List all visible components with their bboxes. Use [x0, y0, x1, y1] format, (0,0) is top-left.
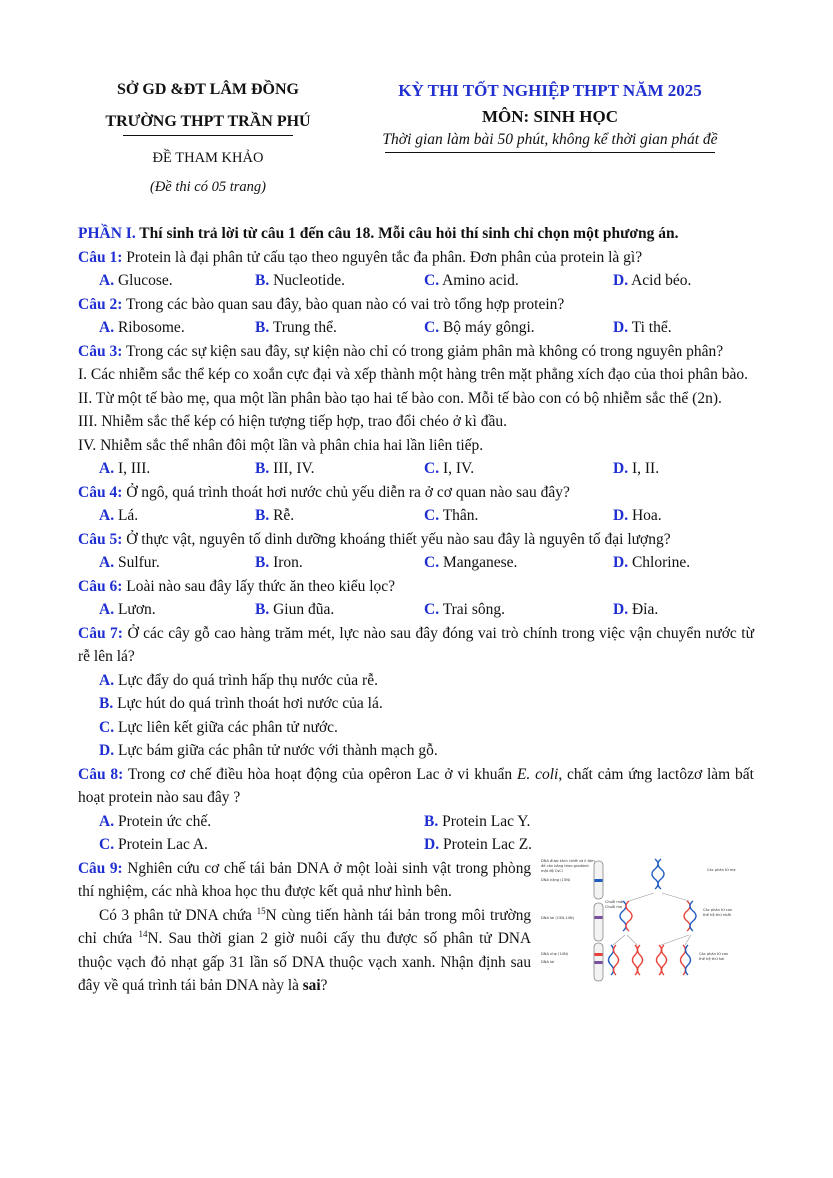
option-d: D. Đỉa.: [613, 601, 659, 618]
question-6: Câu 6: Loài nào sau đây lấy thức ăn theo kiểu lọc?: [78, 577, 396, 595]
option-b: B. Trung thể.: [255, 319, 337, 336]
option-d: D. I, II.: [613, 460, 660, 477]
band-light: [595, 953, 603, 956]
options-q6: [78, 598, 754, 622]
doc-type: ĐỀ THAM KHẢO: [152, 150, 264, 166]
statement-i: I. Các nhiễm sắc thể kép co xoắn cực đại và xếp thành một hàng trên mặt phẳng xích đạo của thoi phân bào.: [78, 366, 748, 383]
option-c: C. Trai sông.: [424, 601, 505, 618]
question-7: Câu 7: Ở các cây gỗ cao hàng trăm mét, lực nào sau đây đóng vai trò chính trong việc vận chuyển nước từ rễ lên lá?: [78, 624, 754, 665]
option-a: A. Protein ức chế.: [99, 812, 212, 830]
fig-label-5: Chuỗi mới: [605, 899, 624, 904]
question-8: Câu 8: Trong cơ chế điều hòa hoạt động của opêron Lac ở vi khuẩn E. coli, chất cảm ứng lactôzơ làm bất hoạt protein nào sau đây ?: [78, 765, 754, 806]
option-b: B. Iron.: [255, 554, 303, 571]
statement-iv: IV. Nhiễm sắc thể nhân đôi một lần và phân chia hai lần liên tiếp.: [78, 436, 484, 454]
dept-name: SỞ GD &ĐT LÂM ĐỒNG: [117, 81, 299, 98]
fig-label-0: DNA được tách chiết và li tâm: [541, 858, 595, 863]
statement-ii: II. Từ một tế bào mẹ, qua một lần phân bào tạo hai tế bào con. Mỗi tế bào con có bộ nhiễm sắc thể (2n).: [78, 389, 722, 407]
option-b: B. III, IV.: [255, 460, 315, 477]
svg-text:thế hệ thứ hai: thế hệ thứ hai: [699, 956, 725, 961]
header-right: [345, 80, 755, 153]
fig-label-7: Các phân tử mẹ: [707, 867, 736, 872]
option-c: C. Lực liên kết giữa các phân tử nước.: [99, 718, 338, 736]
options-q1: [78, 269, 754, 293]
options-q5: [78, 551, 754, 575]
options-q2: [78, 316, 754, 340]
option-a: A. I, III.: [99, 460, 151, 477]
option-a: A. Ribosome.: [99, 319, 185, 336]
question-3: Câu 3: Trong các sự kiện sau đây, sự kiện nào chỉ có trong giảm phân mà không có trong nguyên phân?: [78, 342, 724, 360]
band-heavy: [595, 879, 603, 882]
option-c: C. Bộ máy gôngi.: [424, 319, 535, 336]
option-d: D. Chlorine.: [613, 554, 691, 571]
statement-iii: III. Nhiễm sắc thể kép có hiện tượng tiếp hợp, trao đổi chéo ở kì đầu.: [78, 413, 507, 430]
fig-label-6: Chuỗi mẹ: [605, 904, 623, 909]
option-b: B. Protein Lac Y.: [424, 812, 531, 830]
option-a: A. Lực đẩy do quá trình hấp thụ nước của rễ.: [99, 671, 378, 689]
exam-body: [78, 222, 754, 998]
question-9-detail: Có 3 phân tử DNA chứa $^{15}$N cùng tiến hành tái bản trong môi trường chỉ chứa $^{14}$N. Sau thời gian 2 giờ nuôi cấy thu được số phân tử DNA thuộc vạch đỏ nhạt gấp 31 lần số DNA thuộc vạch xanh. Nhận định sau đây về quá trình tái bản DNA này là sai?: [78, 905, 531, 994]
fig-label-1: DNA nặng (15N): [541, 877, 571, 882]
fig-label-3: DNA nhẹ (14N): [541, 951, 569, 956]
header-left: [78, 80, 338, 196]
time-note: Thời gian làm bài 50 phút, không kể thời gian phát đề: [382, 131, 718, 148]
option-a: A. Sulfur.: [99, 554, 160, 571]
band-hybrid: [595, 916, 603, 919]
pages-note: (Đề thi có 05 trang): [150, 179, 266, 195]
question-9: Câu 9: Nghiên cứu cơ chế tái bản DNA ở một loài sinh vật trong phòng thí nghiệm, các nhà khoa học thu được kết quả như hình bên.: [78, 859, 531, 900]
time-underline: [385, 152, 715, 153]
band-hybrid-2: [595, 961, 603, 964]
question-1: Câu 1: Protein là đại phân tử cấu tạo theo nguyên tắc đa phân. Đơn phân của protein là gì?: [78, 248, 643, 266]
options-q4: [78, 504, 754, 528]
question-2: Câu 2: Trong các bào quan sau đây, bào quan nào có vai trò tổng hợp protein?: [78, 295, 565, 313]
school-name: TRƯỜNG THPT TRẦN PHÚ: [105, 113, 311, 130]
option-c: C. Amino acid.: [424, 272, 519, 289]
part-heading: PHẦN I. Thí sinh trả lời từ câu 1 đến câu 18. Mỗi câu hỏi thí sinh chỉ chọn một phương án.: [78, 225, 679, 242]
option-b: B. Rễ.: [255, 507, 295, 524]
option-b: B. Giun đũa.: [255, 601, 335, 618]
subject: MÔN: SINH HỌC: [482, 107, 618, 126]
question-5: Câu 5: Ở thực vật, nguyên tố dinh dưỡng khoáng thiết yếu nào sau đây là nguyên tố đại lượng?: [78, 530, 671, 548]
option-a: A. Lá.: [99, 507, 139, 524]
svg-text:thế hệ thứ nhất: thế hệ thứ nhất: [703, 912, 731, 917]
options-q3: [78, 457, 754, 481]
option-b: B. Lực hút do quá trình thoát hơi nước của lá.: [99, 695, 383, 712]
option-c: C. Protein Lac A.: [99, 836, 208, 853]
fig-label-4: DNA lai: [541, 959, 555, 964]
question-9-block: [78, 857, 754, 998]
option-a: A. Glucose.: [99, 272, 173, 289]
school-underline: [123, 135, 293, 136]
option-a: A. Lươn.: [99, 601, 156, 618]
question-4: Câu 4: Ở ngô, quá trình thoát hơi nước chủ yếu diễn ra ở cơ quan nào sau đây?: [78, 483, 570, 501]
dna-replication-figure: [539, 853, 754, 998]
exam-title: KỲ THI TỐT NGHIỆP THPT NĂM 2025: [398, 81, 702, 100]
svg-text:mật độ CsCl: mật độ CsCl: [541, 868, 563, 873]
option-c: C. Manganese.: [424, 554, 518, 571]
option-d: D. Acid béo.: [613, 272, 692, 289]
option-d: D. Lực bám giữa các phân tử nước với thành mạch gỗ.: [99, 742, 438, 759]
tube-hybrid: [594, 903, 603, 941]
option-d: D. Protein Lac Z.: [424, 836, 533, 853]
option-c: C. I, IV.: [424, 460, 475, 477]
options-q8-row1: [78, 810, 754, 834]
fig-label-9: Các phân tử con: [699, 951, 729, 956]
option-d: D. Hoa.: [613, 507, 662, 524]
fig-label-2: DNA lai (15N-14N): [541, 915, 575, 920]
dna-figure-svg: [539, 853, 754, 983]
option-d: D. Ti thể.: [613, 319, 672, 336]
fig-label-8: Các phân tử con: [703, 907, 733, 912]
option-b: B. Nucleotide.: [255, 272, 345, 289]
svg-text:để cân bằng theo gradient: để cân bằng theo gradient: [541, 863, 589, 868]
option-c: C. Thân.: [424, 507, 479, 524]
